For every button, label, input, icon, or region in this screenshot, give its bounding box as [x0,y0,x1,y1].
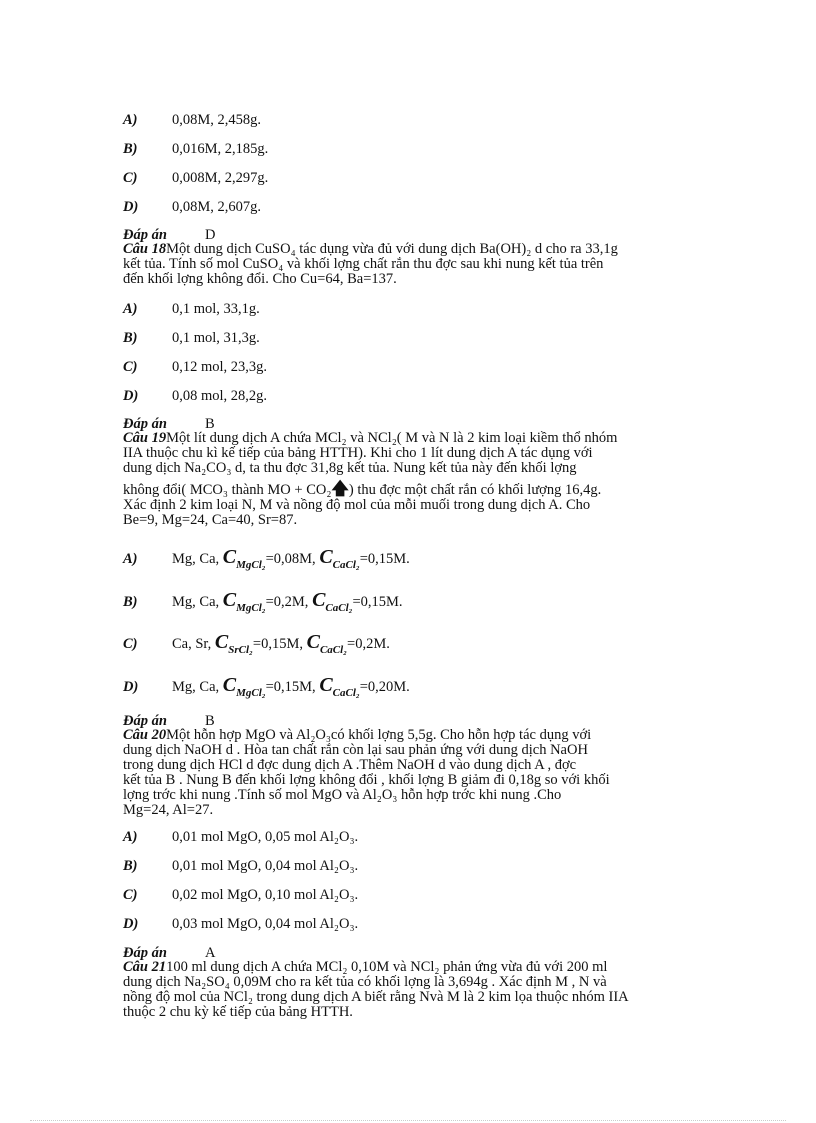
concentration-symbol: $C_{CaCl_2}$ [312,589,353,614]
concentration-symbol: $C_{MgCl_2}$ [222,589,266,614]
q18-option-d: D) 0,08 mol, 28,2g. [123,388,268,404]
page-bottom-rule [30,1120,786,1121]
q21-text: Câu 21100 ml dung dịch A chứa MCl₂ 0,10M và NCl₂ phản ứng vừa đủ với 200 ml dung dịch Na₂SO₄ 0,09M cho ra kết tủa có khối lợng là 3,694g . Xác định M , N và nồng độ mol của NCl₂ trong dung dịch A biết rằng Nvà M là 2 kim lọa thuộc nhóm IIA thuộc 2 chu kỳ kế tiếp của bảng HTTH. [123,959,629,1020]
q19-option-c: C) Ca, Sr, $C_{SrCl_2}=0,15M$, $C_{CaCl_2}=0,2M$. [123,631,390,656]
q18-text: Câu 18Một dung dịch CuSO₄ tác dụng vừa đủ với dung dịch Ba(OH)₂ d cho ra 33,1g kết tủa. Tính số mol CuSO₄ và khối lợng chất rắn thu đợc sau khi nung kết tủa trên đến khối lợng không đổi. Cho Cu=64, Ba=137. [123,241,618,287]
q20-option-b: B) 0,01 mol MgO, 0,04 mol Al₂O₃. [123,858,359,874]
concentration-symbol: $C_{SrCl_2}$ [214,631,253,656]
q18-answer: Đáp án B [123,416,215,432]
q19-option-a: A) Mg, Ca, $C_{MgCl_2}=0,08M$, $C_{CaCl_2}=0,15M$. [123,546,410,571]
q19-text: Câu 19Một lít dung dịch A chứa MCl₂ và NCl₂( M và N là 2 kim loại kiềm thổ nhóm IIA thuộc chu kì kế tiếp của bảng HTTH). Khi cho 1 lít dung dịch A tác dụng với dung dịch Na₂CO₃ d, ta thu đợc 31,8g kết tủa. Nung kết tủa này đến khối lợng không đổi( MCO₃ thành MO + CO₂🡅) thu đợc một chất rắn có khối lượng 16,4g. Xác định 2 kim loại N, M và nồng độ mol của mỗi muối trong dung dịch A. Cho Be=9, Mg=24, Ca=40, Sr=87. [123,430,618,528]
q19-option-b: B) Mg, Ca, $C_{MgCl_2}=0,2M$, $C_{CaCl_2}=0,15M$. [123,589,403,614]
q18-option-c: C) 0,12 mol, 23,3g. [123,359,268,375]
q19-option-d: D) Mg, Ca, $C_{MgCl_2}=0,15M$, $C_{CaCl_2}=0,20M$. [123,674,410,699]
q17-option-d: D) 0,08M, 2,607g. [123,199,262,215]
q20-text: Câu 20Một hỗn hợp MgO và Al₂O₃có khối lợng 5,5g. Cho hỗn hợp tác dụng với dung dịch NaOH d . Hòa tan chất rắn còn lại sau phản ứng với dung dịch NaOH trong dung dịch HCl d đợc dung dịch A .Thêm NaOH d vào dung dịch A , đợc kết tủa B . Nung B đến khối lợng không đổi , khối lợng B giảm đi 0,18g so với khối lợng trớc khi nung .Tính số mol MgO và Al₂O₃ hỗn hợp trớc khi nung .Cho Mg=24, Al=27. [123,727,610,818]
q18-option-b: B) 0,1 mol, 31,3g. [123,330,260,346]
q20-option-c: C) 0,02 mol MgO, 0,10 mol Al₂O₃. [123,887,359,903]
concentration-symbol: $C_{CaCl_2}$ [319,674,360,699]
concentration-symbol: $C_{CaCl_2}$ [319,546,360,571]
q20-option-a: A) 0,01 mol MgO, 0,05 mol Al₂O₃. [123,829,359,845]
q17-option-c: C) 0,008M, 2,297g. [123,170,269,186]
q17-option-b: B) 0,016M, 2,185g. [123,141,269,157]
concentration-symbol: $C_{CaCl_2}$ [306,631,348,656]
q17-answer: Đáp án D [123,227,216,243]
up-arrow-icon: 🡅 [331,479,349,498]
concentration-symbol: $C_{MgCl_2}$ [222,674,266,699]
q20-answer: Đáp án A [123,945,216,961]
q17-option-a: A) 0,08M, 2,458g. [123,112,262,128]
q19-answer: Đáp án B [123,713,215,729]
q18-option-a: A) 0,1 mol, 33,1g. [123,301,260,317]
concentration-symbol: $C_{MgCl_2}$ [222,546,266,571]
q20-option-d: D) 0,03 mol MgO, 0,04 mol Al₂O₃. [123,916,359,932]
